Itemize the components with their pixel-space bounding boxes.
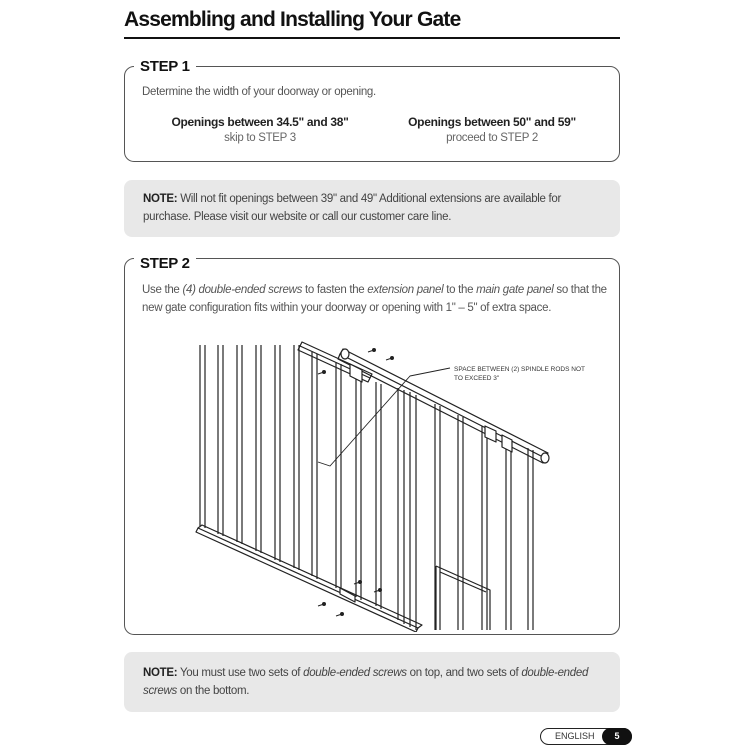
note2-box <box>124 652 620 712</box>
note2-text-3: on top, and two sets of <box>406 667 522 679</box>
step2-text-1: Use the <box>142 284 183 296</box>
callout-line-2: TO EXCEED 3" <box>454 375 500 382</box>
step2-text-5: to the <box>443 284 477 296</box>
step2-text-7: so that the new gate configuration fits within your doorway or opening with 1" – 5" of extra space. <box>142 284 607 314</box>
note2-text-5: on the bottom. <box>176 685 250 697</box>
footer-page-indicator <box>540 728 632 745</box>
step1-intro: Determine the width of your doorway or opening. <box>142 86 376 98</box>
gate-assembly-illustration <box>190 340 610 632</box>
note2-text-2: double-ended screws <box>303 667 407 679</box>
title-rule <box>124 37 620 39</box>
footer-page-number: 5 <box>602 728 632 745</box>
note1-text: Will not fit openings between 39" and 49" Additional extensions are available for purchase. Please visit our website or call our customer care line. <box>143 193 562 223</box>
page-title: Assembling and Installing Your Gate <box>124 8 461 31</box>
step1-option-a-heading: Openings between 34.5" and 38" <box>171 115 349 129</box>
footer-language: ENGLISH <box>555 731 595 741</box>
step1-label: STEP 1 <box>134 58 196 76</box>
step1-option-b <box>377 115 607 144</box>
note2-text-1: You must use two sets of <box>179 667 304 679</box>
note2-text-4: double-ended screws <box>143 667 589 697</box>
step2-text-2: (4) double-ended screws <box>182 284 303 296</box>
step1-option-a <box>145 115 375 144</box>
note1-label: NOTE: <box>143 193 178 205</box>
step2-text <box>142 281 612 317</box>
step1-option-b-heading: Openings between 50" and 59" <box>408 115 576 129</box>
step1-option-b-action: proceed to STEP 2 <box>446 132 538 144</box>
callout-line-1: SPACE BETWEEN (2) SPINDLE RODS NOT <box>454 366 585 373</box>
step1-box <box>124 66 620 162</box>
step1-option-a-action: skip to STEP 3 <box>224 132 296 144</box>
step2-text-3: to fasten the <box>302 284 368 296</box>
note1-box <box>124 180 620 237</box>
step2-label: STEP 2 <box>134 255 196 273</box>
step2-text-6: main gate panel <box>476 284 554 296</box>
note2-label: NOTE: <box>143 667 178 679</box>
step2-text-4: extension panel <box>367 284 444 296</box>
